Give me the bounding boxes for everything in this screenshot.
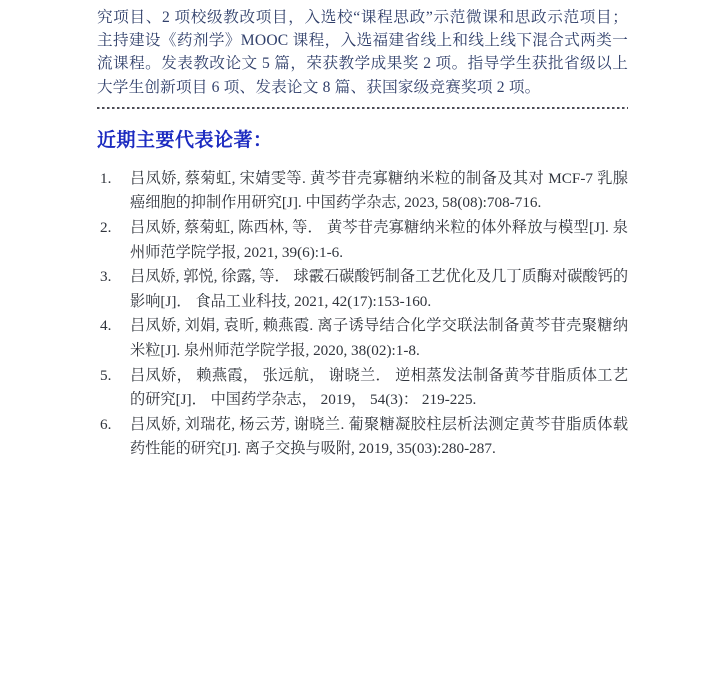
publication-number: 3. [100, 268, 112, 286]
publication-text: 吕凤娇， 赖燕霞， 张远航， 谢晓兰． 逆相蒸发法制备黄芩苷脂质体工艺的研究[J]． 中国药学杂志， 2019， 54(3)： 219-225. [130, 366, 628, 409]
publication-text: 吕凤娇, 刘瑞花, 杨云芳, 谢晓兰. 葡聚糖凝胶柱层析法测定黄芩苷脂质体载药性能的研究[J]. 离子交换与吸附, 2019, 35(03):280-287. [130, 415, 628, 458]
publication-item [97, 314, 628, 363]
publication-number: 2. [100, 219, 112, 236]
publication-text: 吕凤娇, 刘娟, 袁昕, 赖燕霞. 离子诱导结合化学交联法制备黄芩苷壳聚糖纳米粒[J]. 泉州师范学院学报, 2020, 38(02):1-8. [130, 317, 628, 359]
publication-text: 吕凤娇, 郭悦, 徐露, 等． 球霰石碳酸钙制备工艺优化及几丁质酶对碳酸钙的影响[J]． 食品工业科技, 2021, 42(17):153-160. [130, 268, 628, 310]
publication-item [97, 364, 628, 413]
dotted-separator [97, 107, 628, 109]
publication-item [97, 216, 628, 265]
publication-number: 6. [100, 415, 112, 433]
publication-text: 吕凤娇, 蔡菊虹, 陈西林, 等． 黄芩苷壳寡糖纳米粒的体外释放与模型[J]. 泉州师范学院学报, 2021, 39(6):1-6. [130, 219, 628, 261]
intro-paragraph: 究项目、2 项校级教改项目，入选校“课程思政”示范微课和思政示范项目；主持建设《药剂学》MOOC 课程，入选福建省线上和线上线下混合式两类一流课程。发表教改论文 5 篇，荣获教学成果奖 2 项。指导学生获批省级以上大学生创新项目 6 项、发表论文 8 篇、获国家级竞赛奖项 2 项。 [97, 9, 628, 96]
publication-item [97, 167, 628, 216]
publication-number: 5. [100, 366, 112, 384]
publication-number: 4. [100, 317, 112, 335]
publication-number: 1. [100, 169, 112, 187]
publication-item [97, 265, 628, 314]
section-heading: 近期主要代表论著： [97, 129, 273, 151]
publication-list [97, 167, 628, 462]
page-content [97, 0, 628, 462]
publication-item [97, 413, 628, 462]
publication-text: 吕凤娇, 蔡菊虹, 宋婧雯等. 黄芩苷壳寡糖纳米粒的制备及其对 MCF-7 乳腺癌细胞的抑制作用研究[J]. 中国药学杂志, 2023, 58(08):708-716. [130, 169, 628, 212]
